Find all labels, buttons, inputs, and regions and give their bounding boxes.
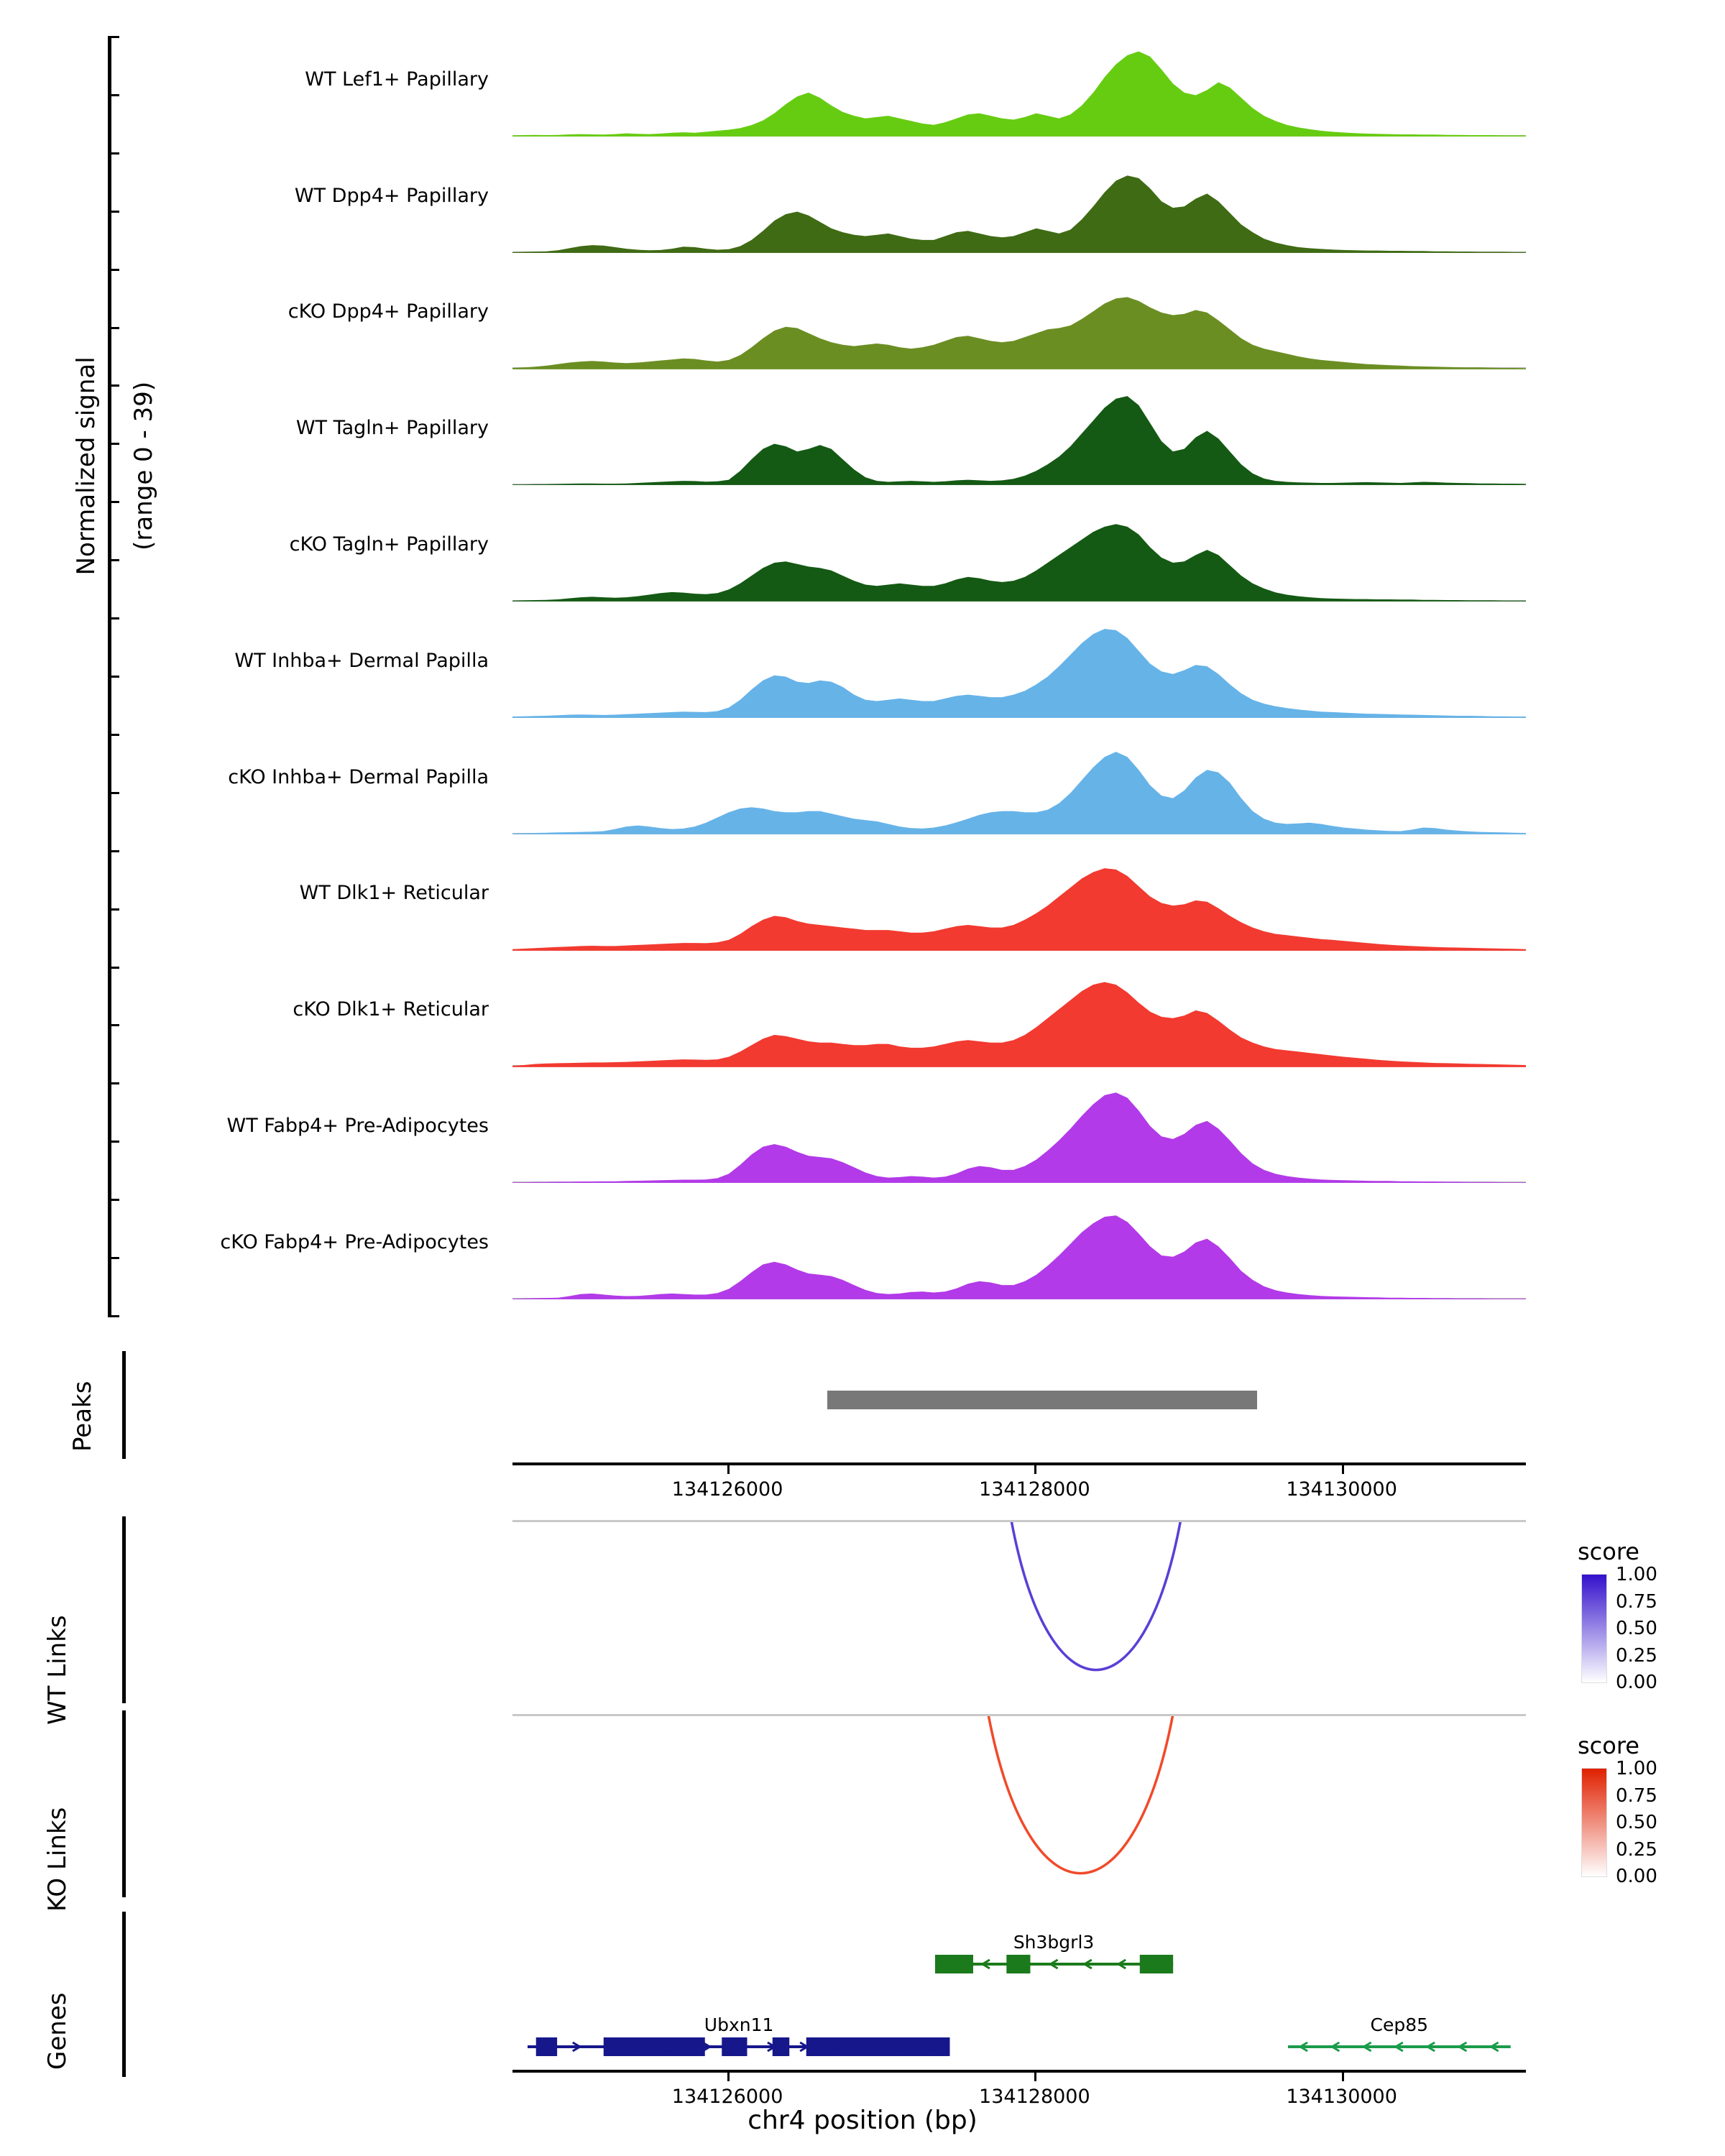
legend-tick-label: 1.00	[1616, 1758, 1657, 1779]
coverage-area	[512, 501, 1526, 602]
x-axis-tick	[727, 1465, 730, 1474]
genes-spine	[122, 1912, 126, 2077]
gene-model[interactable]	[935, 1955, 1173, 1973]
axis-tick	[108, 327, 119, 329]
axis-tick	[108, 792, 119, 794]
track-label: WT Tagln+ Papillary	[295, 417, 489, 440]
x-axis-line-top	[512, 1462, 1526, 1465]
x-axis-tick	[727, 2073, 730, 2081]
coverage-track	[512, 617, 1526, 718]
coverage-area	[512, 617, 1526, 718]
track-label: cKO Inhba+ Dermal Papilla	[228, 765, 489, 788]
axis-tick	[108, 850, 119, 852]
x-axis-tick-label: 134130000	[1286, 1478, 1397, 1501]
x-axis-tick	[1034, 1465, 1036, 1474]
legend-tick-label: 0.00	[1616, 1672, 1657, 1693]
gene-label: Sh3bgrl3	[1013, 1932, 1095, 1953]
track-label: cKO Tagln+ Papillary	[289, 533, 489, 556]
coverage-track	[512, 269, 1526, 369]
wt-links-panel	[512, 1520, 1526, 1707]
gene-model[interactable]	[528, 2037, 950, 2056]
y-axis-label	[43, 158, 187, 805]
axis-tick	[108, 211, 119, 213]
coverage-track	[512, 501, 1526, 602]
coverage-area	[512, 734, 1526, 834]
x-axis-tick-label: 134128000	[979, 1478, 1090, 1501]
axis-tick	[108, 967, 119, 969]
track-label: WT Dlk1+ Reticular	[299, 882, 489, 905]
coverage-area	[512, 152, 1526, 253]
x-axis-tick	[1034, 2073, 1036, 2081]
coverage-track	[512, 1082, 1526, 1183]
coverage-track	[512, 967, 1526, 1067]
axis-tick	[108, 734, 119, 736]
x-axis-title: chr4 position (bp)	[748, 2106, 978, 2135]
track-label: WT Lef1+ Papillary	[305, 68, 489, 91]
wt-legend-gradient	[1581, 1574, 1607, 1683]
axis-tick	[108, 1199, 119, 1201]
track-label: cKO Fabp4+ Pre-Adipocytes	[220, 1230, 489, 1253]
legend-tick-label: 0.25	[1616, 1644, 1657, 1667]
axis-tick	[108, 443, 119, 445]
coverage-area	[512, 967, 1526, 1067]
wt-links-spine	[122, 1516, 126, 1703]
wt-links-baseline	[512, 1520, 1526, 1522]
axis-tick	[108, 1257, 119, 1259]
axis-tick	[108, 152, 119, 155]
ko-links-panel	[512, 1714, 1526, 1901]
x-axis-tick-label: 134128000	[979, 2086, 1090, 2108]
x-axis-tick-label: 134126000	[671, 1478, 783, 1501]
coverage-area	[512, 36, 1526, 137]
coverage-area	[512, 384, 1526, 485]
legend-tick-label: 0.50	[1616, 1812, 1657, 1833]
legend-tick-label: 0.25	[1616, 1838, 1657, 1861]
coverage-track	[512, 384, 1526, 485]
coverage-track	[512, 734, 1526, 834]
section-label-wt-links: WT Links	[43, 1615, 72, 1725]
axis-tick	[108, 1315, 119, 1317]
coverage-area	[512, 1082, 1526, 1183]
y-axis-label-line1: Normalized signal	[72, 356, 101, 576]
coverage-track	[512, 36, 1526, 137]
axis-tick	[108, 676, 119, 678]
axis-tick	[108, 559, 119, 561]
gene-label: Ubxn11	[704, 2014, 774, 2035]
ko-legend-gradient	[1581, 1768, 1607, 1877]
link-arc	[988, 1715, 1172, 1874]
track-label: cKO Dlk1+ Reticular	[293, 998, 489, 1021]
axis-tick	[108, 908, 119, 911]
x-axis-tick-label: 134126000	[671, 2086, 783, 2108]
legend-tick-label: 0.75	[1616, 1784, 1657, 1807]
section-label-ko-links: KO Links	[43, 1807, 72, 1912]
coverage-area	[512, 1199, 1526, 1299]
gene-label: Cep85	[1370, 2014, 1429, 2035]
x-axis-tick	[1342, 1465, 1344, 1474]
axis-tick	[108, 617, 119, 619]
peak-region	[827, 1391, 1257, 1409]
link-arc	[1011, 1521, 1180, 1670]
x-axis-tick-label: 134130000	[1286, 2086, 1397, 2108]
track-label: WT Dpp4+ Papillary	[294, 184, 489, 207]
ko-legend-title: score	[1578, 1732, 1639, 1759]
axis-tick	[108, 94, 119, 96]
coverage-area	[512, 850, 1526, 951]
gene-model[interactable]	[1288, 2037, 1511, 2056]
x-axis-line-bottom	[512, 2070, 1526, 2073]
track-label: WT Fabp4+ Pre-Adipocytes	[226, 1115, 489, 1138]
coverage-track	[512, 152, 1526, 253]
y-axis-label-line2: (range 0 - 39)	[129, 381, 158, 550]
legend-tick-label: 0.00	[1616, 1866, 1657, 1887]
axis-tick	[108, 1024, 119, 1026]
legend-tick-label: 0.75	[1616, 1590, 1657, 1613]
coverage-track	[512, 1199, 1526, 1299]
axis-tick	[108, 1141, 119, 1143]
axis-tick	[108, 384, 119, 387]
section-label-peaks: Peaks	[68, 1381, 97, 1452]
coverage-track	[512, 850, 1526, 951]
section-label-genes: Genes	[43, 1992, 72, 2070]
axis-tick	[108, 501, 119, 503]
legend-tick-label: 0.50	[1616, 1618, 1657, 1639]
coverage-area	[512, 269, 1526, 369]
x-axis-tick	[1342, 2073, 1344, 2081]
track-label: WT Inhba+ Dermal Papilla	[234, 649, 489, 672]
axis-tick	[108, 1082, 119, 1084]
genes-panel	[512, 1904, 1526, 2077]
legend-tick-label: 1.00	[1616, 1564, 1657, 1585]
wt-legend-title: score	[1578, 1538, 1639, 1565]
axis-tick	[108, 36, 119, 38]
axis-tick	[108, 269, 119, 271]
track-label: cKO Dpp4+ Papillary	[288, 300, 489, 323]
ko-links-spine	[122, 1710, 126, 1897]
peaks-spine	[122, 1351, 126, 1459]
ko-links-baseline	[512, 1714, 1526, 1716]
